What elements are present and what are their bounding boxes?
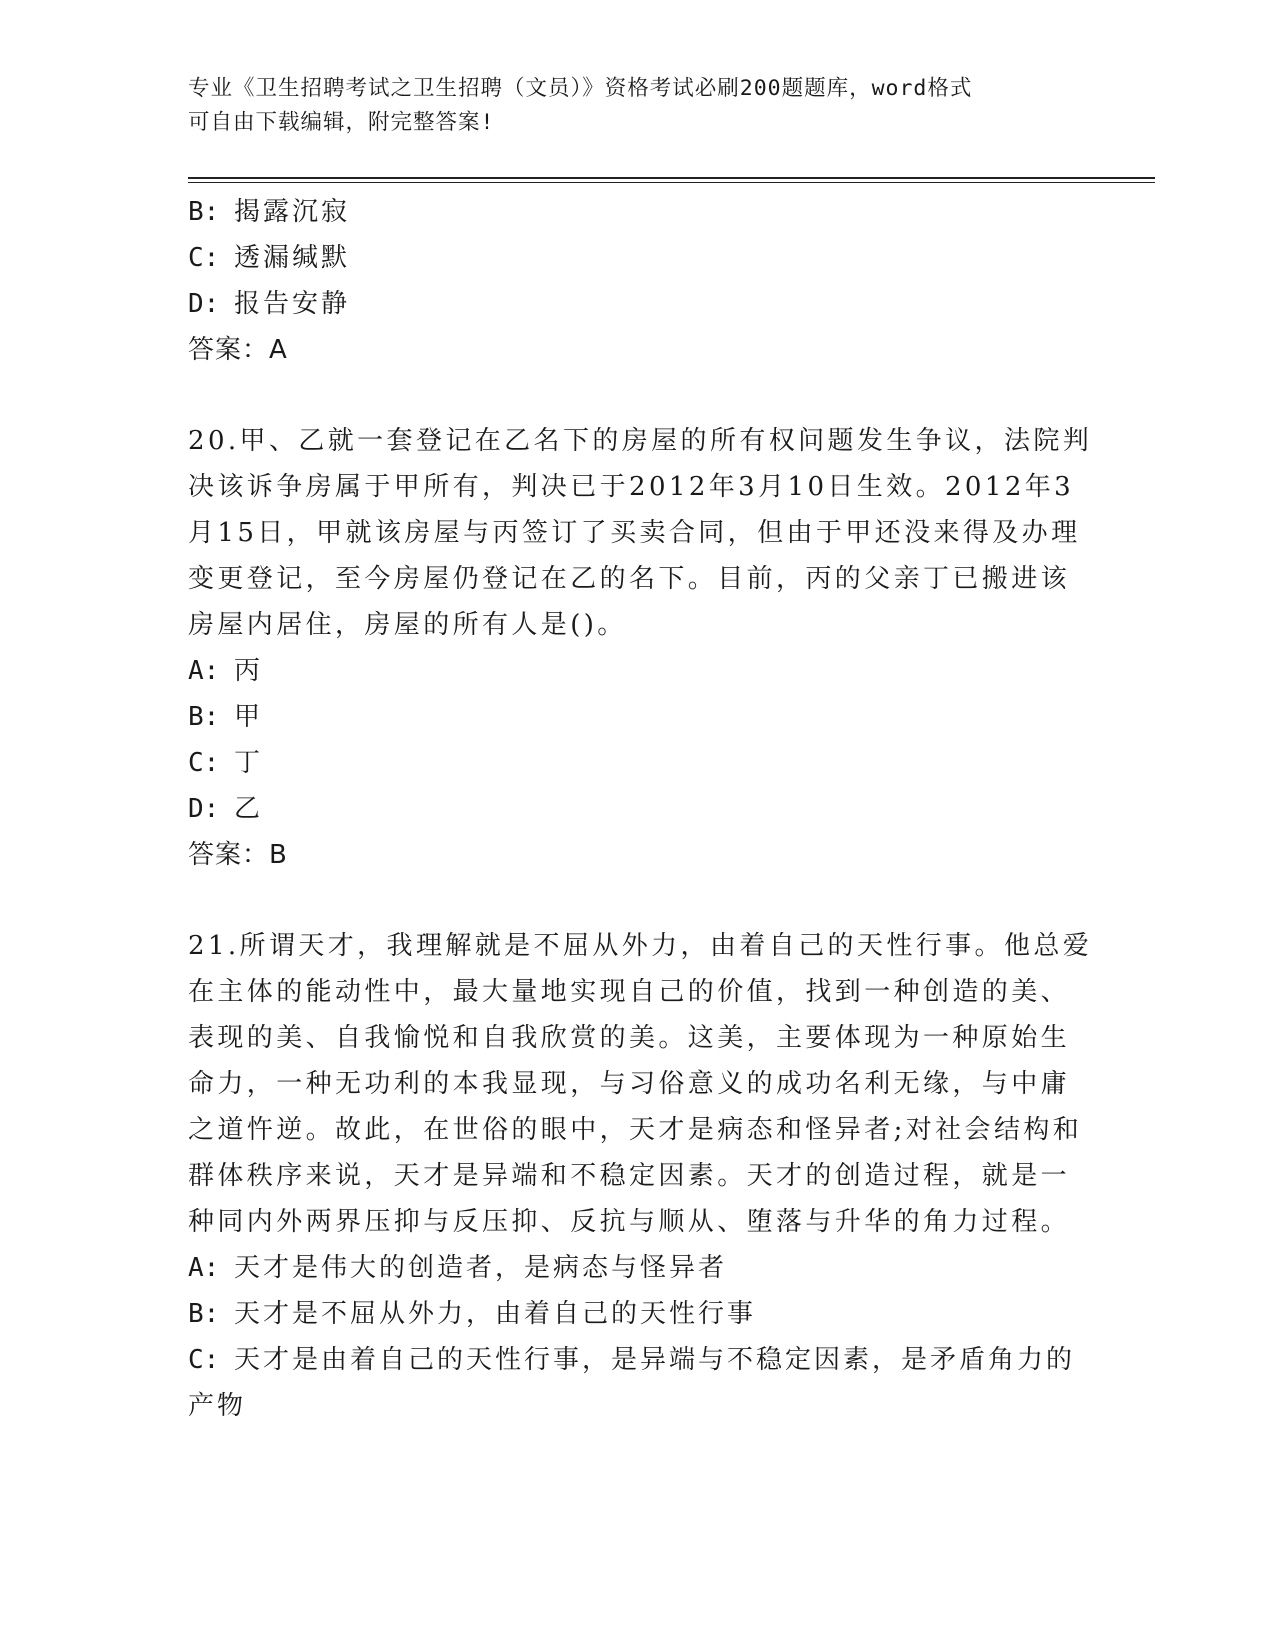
header-line-2: 可自由下载编辑，附完整答案! bbox=[188, 110, 495, 135]
document-header bbox=[188, 72, 1068, 140]
option-label: C: bbox=[188, 748, 220, 778]
option-label: B: bbox=[188, 197, 220, 227]
option-text: 天才是伟大的创造者，是病态与怪异者 bbox=[234, 1253, 728, 1283]
option-c-continuation: 产物 bbox=[188, 1391, 247, 1421]
header-divider-thin bbox=[188, 182, 1155, 183]
option-label: C: bbox=[188, 1345, 220, 1375]
option-d bbox=[188, 786, 1088, 832]
spacer bbox=[188, 373, 1088, 418]
option-text: 天才是不屈从外力，由着自己的天性行事 bbox=[234, 1299, 757, 1329]
question-stem-line: 变更登记，至今房屋仍登记在乙的名下。目前，丙的父亲丁已搬进该 bbox=[188, 564, 1071, 594]
question-stem-line: 命力，一种无功利的本我显现，与习俗意义的成功名利无缘，与中庸 bbox=[188, 1069, 1071, 1099]
option-label: C: bbox=[188, 243, 220, 273]
option-c bbox=[188, 740, 1088, 786]
option-text: 揭露沉寂 bbox=[234, 197, 351, 227]
question-stem-line: 21.所谓天才，我理解就是不屈从外力，由着自己的天性行事。他总爱 bbox=[188, 931, 1093, 961]
header-line-1: 专业《卫生招聘考试之卫生招聘（文员）》资格考试必刷200题题库，word格式 bbox=[188, 76, 973, 101]
option-text: 透漏缄默 bbox=[234, 243, 351, 273]
question-stem-line: 在主体的能动性中，最大量地实现自己的价值，找到一种创造的美、 bbox=[188, 977, 1071, 1007]
option-c bbox=[188, 235, 1088, 281]
option-text: 丁 bbox=[234, 748, 264, 778]
option-a bbox=[188, 1245, 1088, 1291]
option-label: A: bbox=[188, 656, 220, 686]
option-label: B: bbox=[188, 1299, 220, 1329]
option-label: D: bbox=[188, 794, 220, 824]
option-label: B: bbox=[188, 702, 220, 732]
question-stem-line: 房屋内居住，房屋的所有人是()。 bbox=[188, 610, 627, 640]
question-stem-line: 决该诉争房属于甲所有，判决已于2012年3月10日生效。2012年3 bbox=[188, 472, 1075, 502]
question-stem-line: 群体秩序来说，天才是异端和不稳定因素。天才的创造过程，就是一 bbox=[188, 1161, 1071, 1191]
option-label: D: bbox=[188, 289, 220, 319]
option-b bbox=[188, 189, 1088, 235]
option-text: 报告安静 bbox=[234, 289, 351, 319]
option-text: 天才是由着自己的天性行事，是异端与不稳定因素，是矛盾角力的 bbox=[234, 1345, 1076, 1375]
option-b bbox=[188, 1291, 1088, 1337]
document-body bbox=[188, 189, 1093, 1429]
option-text: 乙 bbox=[234, 794, 264, 824]
option-a bbox=[188, 648, 1088, 694]
question-stem-line: 月15日，甲就该房屋与丙签订了买卖合同，但由于甲还没来得及办理 bbox=[188, 518, 1081, 548]
option-label: A: bbox=[188, 1253, 220, 1283]
question-19-options bbox=[188, 189, 1088, 373]
question-stem-line: 之道忤逆。故此，在世俗的眼中，天才是病态和怪异者;对社会结构和 bbox=[188, 1115, 1083, 1145]
question-stem-line: 种同内外两界压抑与反压抑、反抗与顺从、堕落与升华的角力过程。 bbox=[188, 1207, 1071, 1237]
option-d bbox=[188, 281, 1088, 327]
option-c bbox=[188, 1337, 1088, 1383]
question-20 bbox=[188, 418, 1093, 878]
option-text: 丙 bbox=[234, 656, 264, 686]
spacer bbox=[188, 878, 1088, 923]
answer-line: 答案：A bbox=[188, 335, 288, 365]
option-b bbox=[188, 694, 1088, 740]
header-divider-thick bbox=[188, 177, 1155, 179]
question-stem-line: 20.甲、乙就一套登记在乙名下的房屋的所有权问题发生争议，法院判 bbox=[188, 426, 1093, 456]
question-21 bbox=[188, 923, 1093, 1429]
question-stem-line: 表现的美、自我愉悦和自我欣赏的美。这美，主要体现为一种原始生 bbox=[188, 1023, 1071, 1053]
option-text: 甲 bbox=[234, 702, 264, 732]
answer-line: 答案：B bbox=[188, 840, 288, 870]
